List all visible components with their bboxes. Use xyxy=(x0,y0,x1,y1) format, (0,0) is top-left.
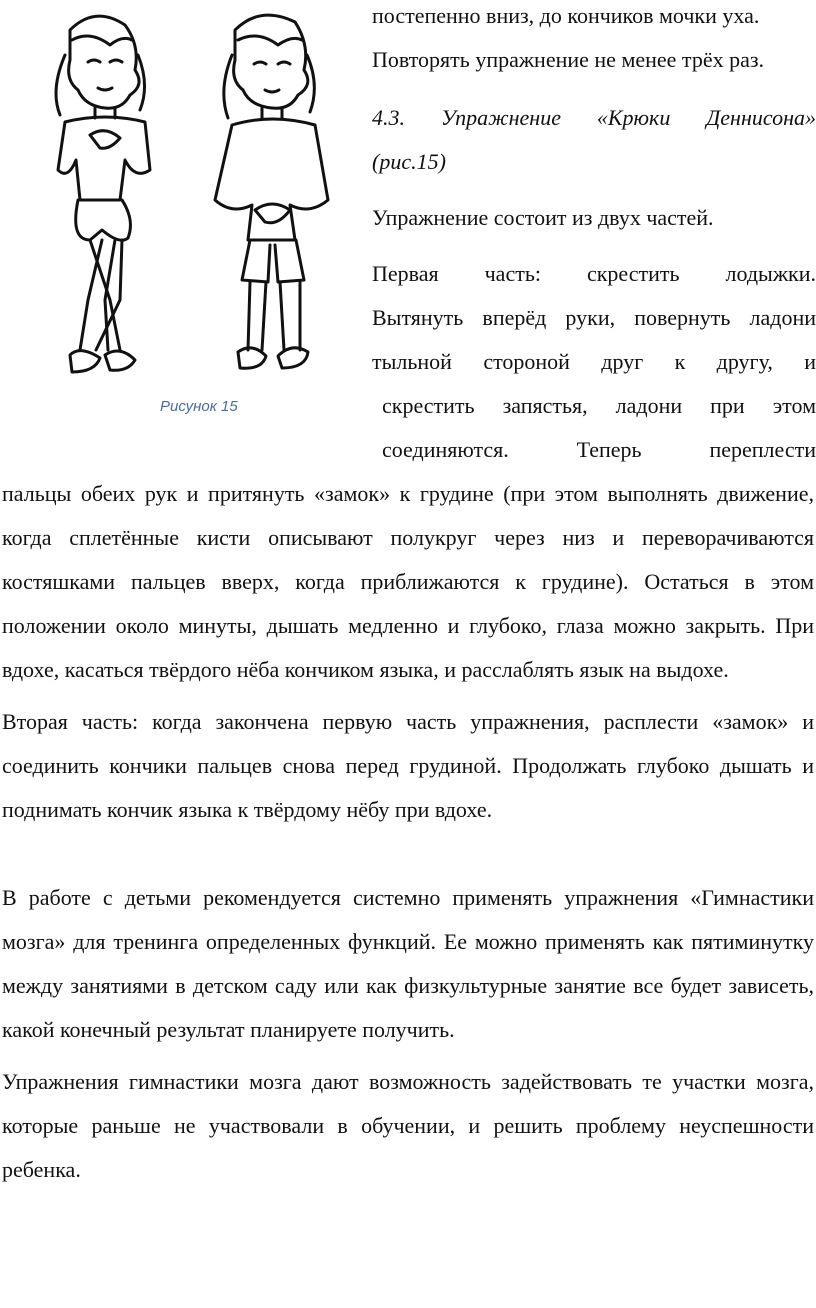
text-line: Первая часть: скрестить лодыжки. xyxy=(372,261,816,286)
text-line: скрестить запястья, ладони при этом xyxy=(382,393,816,418)
body-text xyxy=(2,472,814,1192)
heading-line: (рис.15) xyxy=(372,149,446,174)
paragraph: Вторая часть: когда закончена первую часть упражнения, расплести «замок» и соединить кончики пальцев снова перед грудиной. Продолжать глубоко дышать и поднимать кончик языка к твёрдому нёбу при вдохе. xyxy=(2,709,814,822)
heading-line: 4.3. Упражнение «Крюки Деннисона» xyxy=(372,105,816,130)
girl-illustration xyxy=(10,0,350,400)
text-line: Повторять упражнение не менее трёх раз. xyxy=(372,47,765,72)
paragraph: пальцы обеих рук и притянуть «замок» к грудине (при этом выполнять движение, когда сплетённые кисти описывают полукруг через низ и переворачиваются костяшками пальцев вверх, когда приближаются к грудине). Остаться в этом положении около минуты, дышать медленно и глубоко, глаза можно закрыть. При вдохе, касаться твёрдого нёба кончиком языка, и расслаблять язык на выдохе. xyxy=(2,481,814,682)
text-line: Упражнение состоит из двух частей. xyxy=(372,205,714,230)
section-heading xyxy=(372,96,816,184)
text-line: соединяются. Теперь переплести xyxy=(382,437,816,462)
right-column-text xyxy=(372,0,816,82)
paragraph: Упражнения гимнастики мозга дают возможность задействовать те участки мозга, которые раньше не участвовали в обучении, и решить проблему неуспешности ребенка. xyxy=(2,1069,814,1182)
figure-15 xyxy=(10,0,350,430)
figure-caption: Рисунок 15 xyxy=(160,398,238,415)
text-line: тыльной стороной друг к другу, и xyxy=(372,349,816,374)
girl-figure-crossed xyxy=(56,16,150,372)
intro-text xyxy=(372,196,816,240)
text-line: Вытянуть вперёд руки, повернуть ладони xyxy=(372,305,816,330)
girl-figure-standing xyxy=(215,15,328,368)
paragraph: В работе с детьми рекомендуется системно применять упражнения «Гимнастики мозга» для тренинга определенных функций. Ее можно применять как пятиминутку между занятиями в детском саду или как физкультурные занятие все будет зависеть, какой конечный результат планируете получить. xyxy=(2,885,814,1042)
text-line: постепенно вниз, до кончиков мочки уха. xyxy=(372,3,760,28)
paragraph-first-part xyxy=(372,252,816,472)
